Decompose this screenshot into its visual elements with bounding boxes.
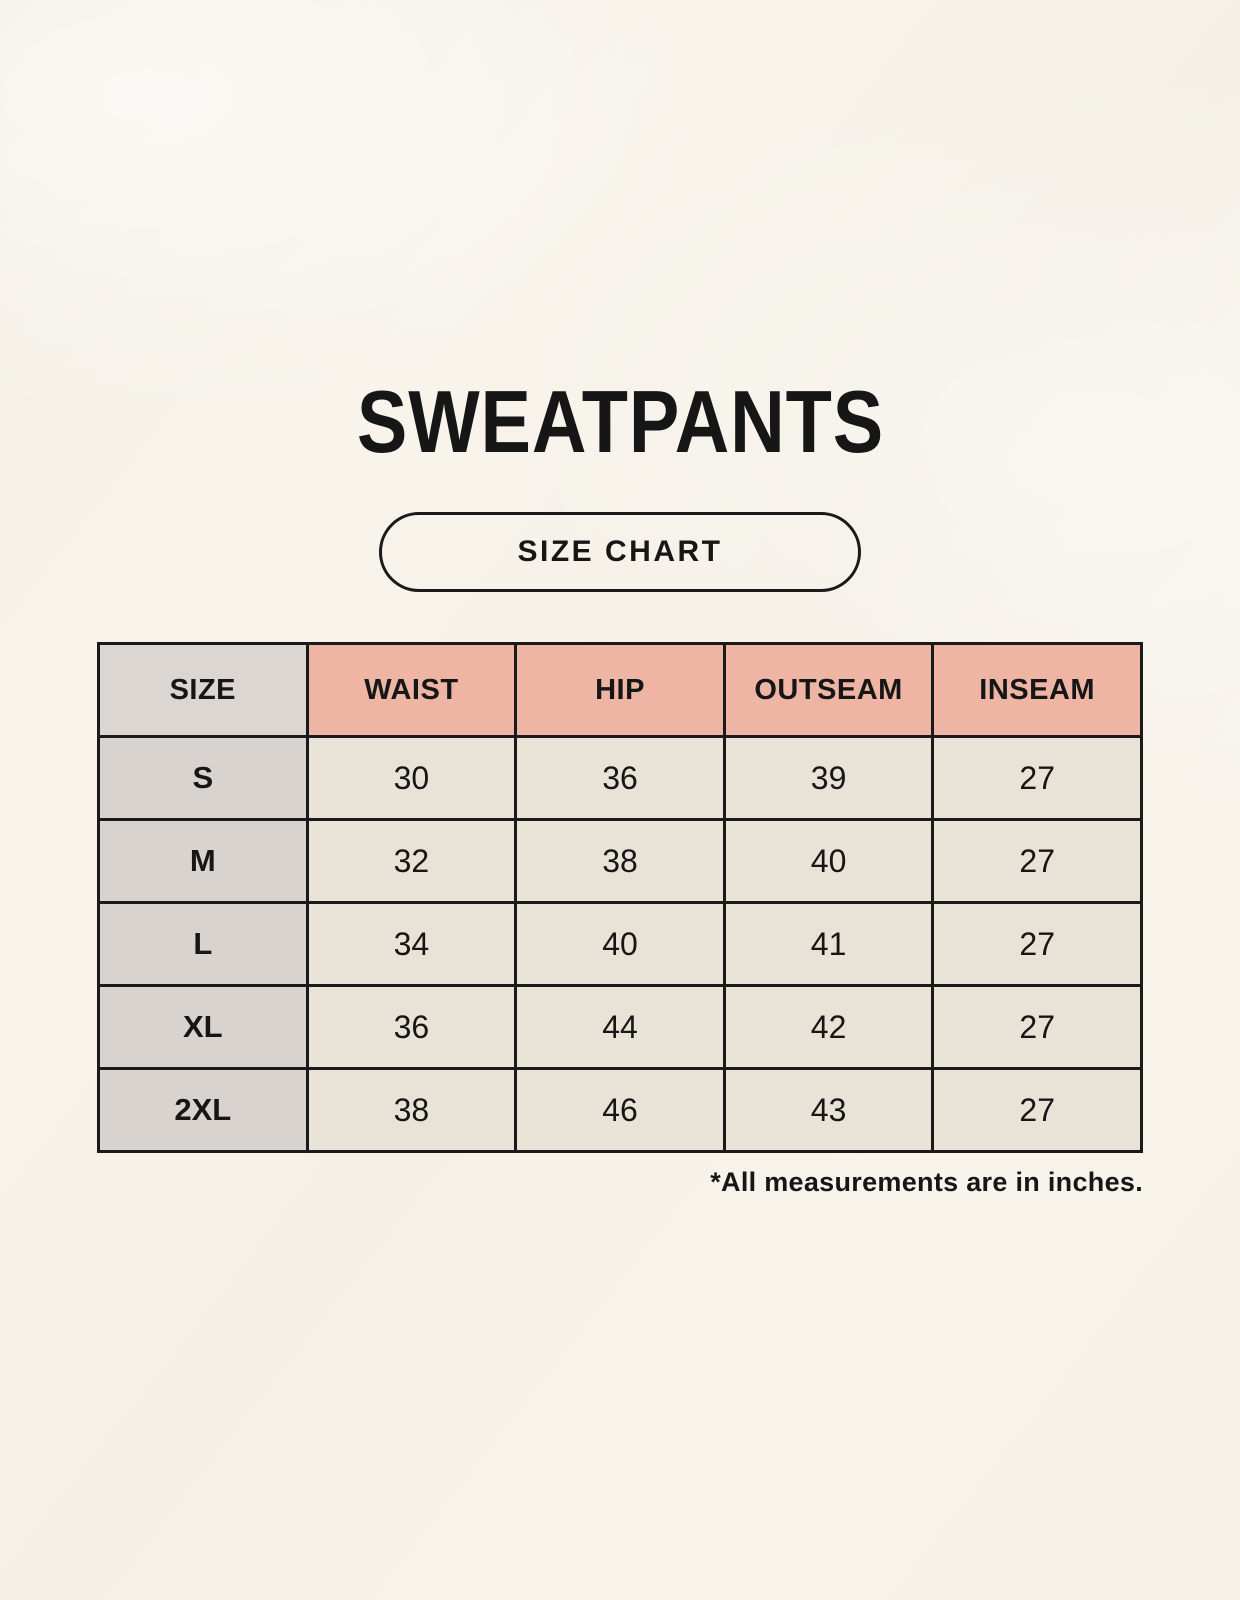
inseam-value-cell: 27 [933, 737, 1142, 820]
waist-value-cell: 34 [307, 903, 516, 986]
column-header-outseam: OUTSEAM [724, 644, 933, 737]
table-row-l [99, 903, 1142, 986]
waist-value-cell: 30 [307, 737, 516, 820]
table-body [99, 737, 1142, 1152]
outseam-value-cell: 42 [724, 986, 933, 1069]
column-header-inseam: INSEAM [933, 644, 1142, 737]
table-header-row [99, 644, 1142, 737]
column-header-waist: WAIST [307, 644, 516, 737]
page-title [0, 0, 1240, 471]
table-row-xl [99, 986, 1142, 1069]
hip-value-cell: 46 [516, 1069, 725, 1152]
table-row-s [99, 737, 1142, 820]
size-label-cell: 2XL [99, 1069, 308, 1152]
size-label-cell: S [99, 737, 308, 820]
table-row-2xl [99, 1069, 1142, 1152]
size-label-cell: XL [99, 986, 308, 1069]
inseam-value-cell: 27 [933, 986, 1142, 1069]
inseam-value-cell: 27 [933, 1069, 1142, 1152]
hip-value-cell: 44 [516, 986, 725, 1069]
size-label-cell: M [99, 820, 308, 903]
outseam-value-cell: 39 [724, 737, 933, 820]
outseam-value-cell: 40 [724, 820, 933, 903]
inseam-value-cell: 27 [933, 903, 1142, 986]
waist-value-cell: 32 [307, 820, 516, 903]
hip-value-cell: 40 [516, 903, 725, 986]
hip-value-cell: 36 [516, 737, 725, 820]
outseam-value-cell: 41 [724, 903, 933, 986]
column-header-hip: HIP [516, 644, 725, 737]
waist-value-cell: 38 [307, 1069, 516, 1152]
size-chart-table [97, 642, 1143, 1153]
size-chart-badge-label: SIZE CHART [517, 535, 723, 568]
outseam-value-cell: 43 [724, 1069, 933, 1152]
measurements-footnote: *All measurements are in inches. [710, 1167, 1143, 1197]
table-row-m [99, 820, 1142, 903]
column-header-size: SIZE [99, 644, 308, 737]
size-label-cell: L [99, 903, 308, 986]
table-header [99, 644, 1142, 737]
page-title-text: SWEATPANTS [356, 372, 884, 471]
waist-value-cell: 36 [307, 986, 516, 1069]
inseam-value-cell: 27 [933, 820, 1142, 903]
hip-value-cell: 38 [516, 820, 725, 903]
size-chart-badge [379, 512, 861, 592]
